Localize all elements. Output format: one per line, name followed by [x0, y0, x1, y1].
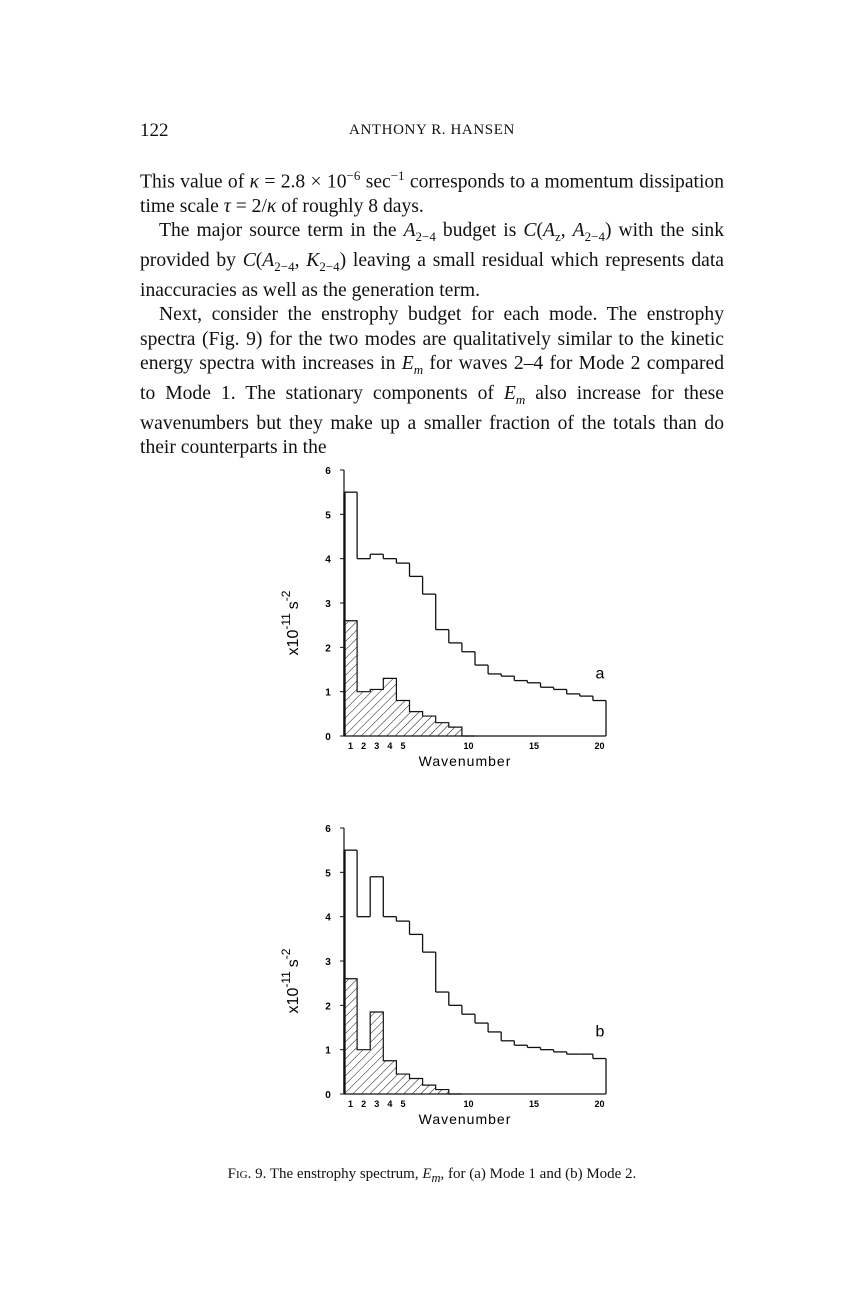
paragraph: [140, 164, 724, 219]
y-tick-label: 3: [325, 599, 331, 610]
stationary-bar: [410, 712, 423, 736]
x-tick-label: 20: [594, 741, 605, 751]
text-run: This value of: [140, 171, 250, 193]
text-run: 2−4: [415, 228, 436, 244]
stationary-bar: [396, 701, 409, 736]
y-label-base: x10: [285, 987, 302, 1014]
panel-label: a: [595, 665, 605, 683]
text-run: for waves 2–4 for Mode 2 compared to Mode 1. The stationary components of: [140, 352, 724, 404]
x-tick-label: 3: [374, 741, 380, 751]
x-axis-label: Wavenumber: [418, 753, 512, 769]
stationary-bar: [357, 692, 370, 736]
text-run: (: [536, 219, 543, 241]
stationary-bar: [423, 1085, 436, 1094]
stationary-bar: [370, 1012, 383, 1094]
text-run: = 2/: [230, 195, 267, 217]
stationary-bar: [410, 1078, 423, 1094]
text-run: m: [515, 391, 526, 407]
stationary-bar: [370, 689, 383, 736]
x-tick-label: 3: [374, 1099, 380, 1109]
caption-subscript: m: [431, 1171, 441, 1185]
y-label-exp: -11: [279, 971, 293, 988]
y-tick-label: 6: [325, 466, 331, 477]
figure-caption: [0, 1166, 864, 1186]
paragraph: [140, 219, 724, 303]
y-tick-label: 1: [325, 687, 331, 699]
x-tick-label: 4: [387, 741, 393, 751]
text-run: 2−4: [584, 228, 605, 244]
paragraph: [140, 303, 724, 460]
caption-text: The enstrophy spectrum,: [269, 1166, 423, 1182]
text-run: E: [401, 352, 414, 374]
y-tick-label: 0: [325, 732, 331, 743]
body-text: [140, 164, 724, 460]
y-tick-label: 4: [325, 912, 331, 924]
text-run: sec: [360, 171, 391, 193]
text-run: −6: [346, 168, 361, 183]
stationary-bar: [357, 1050, 370, 1094]
stationary-bar: [383, 678, 396, 736]
x-tick-label: 15: [528, 1099, 539, 1109]
y-label-unit: s: [285, 601, 302, 610]
x-tick-label: 1: [348, 1099, 354, 1109]
x-axis-label: Wavenumber: [418, 1111, 512, 1127]
text-run: z: [554, 228, 561, 244]
stationary-bar: [396, 1074, 409, 1094]
text-run: E: [503, 382, 516, 404]
text-run: corresponds to a momentum dissipation time scale: [140, 171, 724, 217]
caption-label: Fig. 9.: [227, 1166, 267, 1182]
caption-symbol: E: [422, 1166, 432, 1182]
y-tick-label: 6: [325, 824, 331, 835]
text-run: κ: [249, 171, 259, 193]
text-run: = 2.8 × 10: [259, 171, 347, 193]
text-run: ) with the sink provided by: [140, 219, 725, 272]
y-tick-label: 2: [325, 643, 331, 655]
x-tick-label: 5: [400, 1099, 406, 1109]
stationary-bar: [449, 727, 462, 736]
y-label-exp: -11: [279, 613, 293, 630]
y-tick-label: 5: [325, 868, 331, 880]
x-tick-label: 1: [348, 741, 354, 751]
text-run: C: [242, 250, 256, 272]
text-run: ) leaving a small residual which represents data inaccuracies as well as the generation term.: [140, 250, 725, 302]
y-tick-label: 5: [325, 510, 331, 522]
text-run: A: [403, 219, 416, 241]
x-tick-label: 15: [528, 741, 539, 751]
chart-panel-a: [250, 448, 690, 798]
stationary-bar: [423, 716, 436, 736]
text-run: Next, consider the enstrophy budget for each mode. The enstrophy spectra (Fig. 9) for the two modes are qualitatively similar to the kinetic energy spectra with increases in: [140, 304, 724, 374]
text-run: C: [523, 219, 537, 241]
text-run: budget is: [435, 219, 524, 241]
x-tick-label: 2: [361, 741, 367, 751]
y-tick-label: 0: [325, 1090, 331, 1101]
text-run: ,: [294, 250, 307, 272]
y-tick-label: 4: [325, 554, 331, 566]
text-run: τ: [223, 195, 231, 217]
text-run: also increase for these wavenumbers but they make up a smaller fraction of the totals than do their counterparts in the: [140, 382, 724, 459]
y-tick-label: 1: [325, 1045, 331, 1057]
y-label-exp: -2: [279, 590, 293, 602]
text-run: m: [413, 361, 424, 377]
page-header: [0, 120, 864, 144]
x-tick-label: 2: [361, 1099, 367, 1109]
stationary-bar: [436, 1090, 449, 1094]
stationary-bar: [383, 1061, 396, 1094]
y-label-exp: -2: [279, 948, 293, 960]
x-tick-label: 10: [463, 741, 474, 751]
y-axis-label: [279, 948, 302, 1013]
caption-rest: , for (a) Mode 1 and (b) Mode 2.: [440, 1166, 637, 1182]
figure-9: [250, 448, 690, 1158]
page-number: 122: [140, 120, 169, 141]
text-run: −1: [390, 168, 405, 183]
x-tick-label: 10: [463, 1099, 474, 1109]
x-tick-label: 20: [594, 1099, 605, 1109]
y-label-base: x10: [285, 629, 302, 656]
y-label-unit: s: [285, 959, 302, 968]
y-tick-label: 3: [325, 957, 331, 968]
text-run: A: [262, 250, 275, 272]
stationary-bar: [344, 979, 357, 1094]
text-run: K: [306, 250, 320, 272]
x-tick-label: 4: [387, 1099, 393, 1109]
text-run: of roughly 8 days.: [276, 195, 424, 217]
y-tick-label: 2: [325, 1001, 331, 1013]
text-run: κ: [266, 195, 277, 217]
chart-panel-b: [250, 806, 690, 1156]
running-head: ANTHONY R. HANSEN: [349, 122, 515, 138]
text-run: A: [572, 219, 585, 241]
text-run: The major source term in the: [159, 219, 404, 241]
text-run: A: [542, 219, 555, 241]
text-run: 2−4: [274, 258, 295, 274]
text-run: 2−4: [319, 258, 340, 274]
x-tick-label: 5: [400, 741, 406, 751]
panel-label: b: [595, 1023, 605, 1041]
stationary-bar: [344, 621, 357, 736]
stationary-bar: [436, 723, 449, 736]
text-run: (: [255, 250, 263, 272]
text-run: ,: [560, 219, 573, 241]
y-axis-label: [279, 590, 302, 655]
